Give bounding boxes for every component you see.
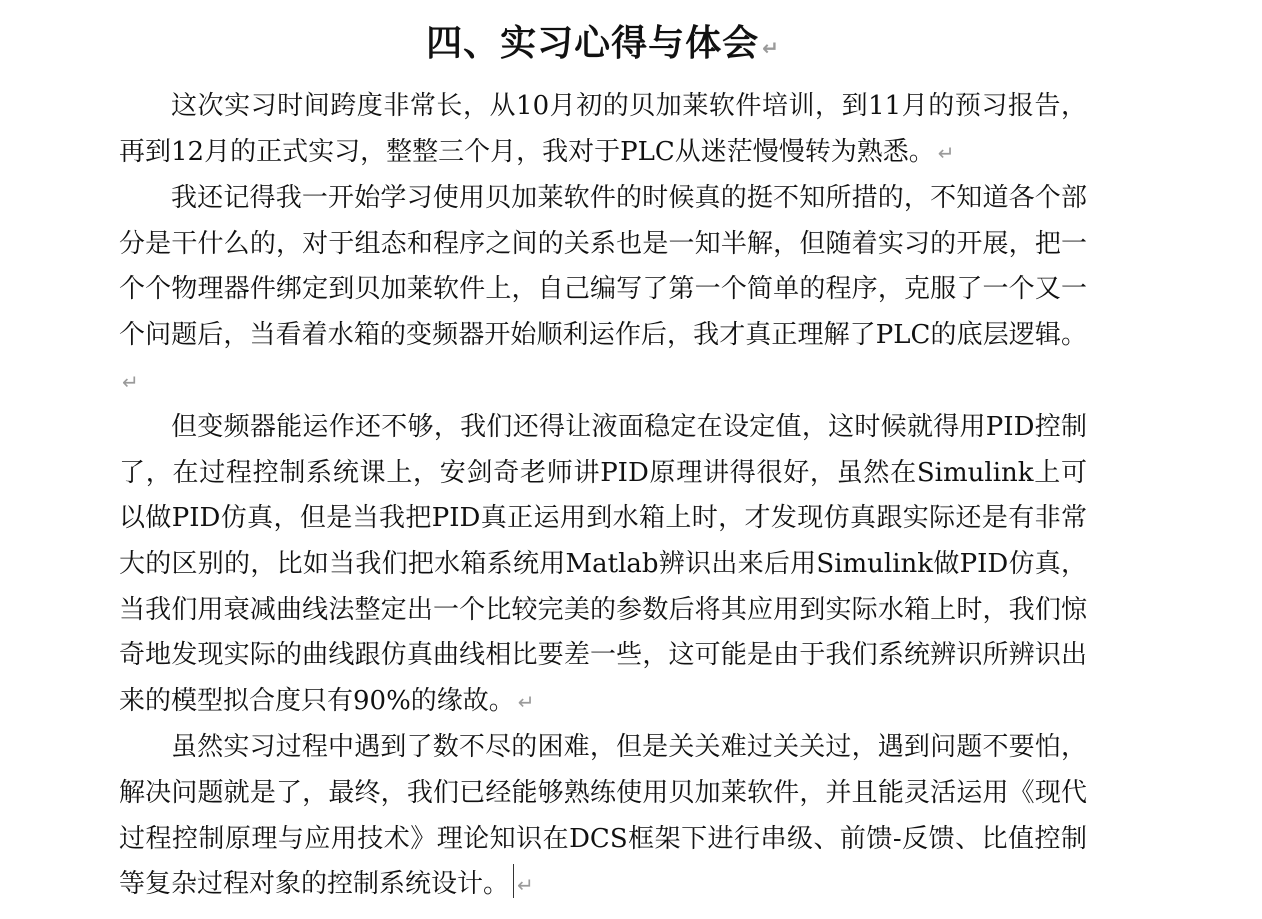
- section-title: [119, 0, 1087, 74]
- paragraph-3: [119, 405, 1087, 725]
- paragraph-1-text: 这次实习时间跨度非常长，从10月初的贝加莱软件培训，到11月的预习报告，再到12月的正式实习，整整三个月，我对于PLC从迷茫慢慢转为熟悉。: [119, 91, 1087, 167]
- paragraph-3-text: 但变频器能运作还不够，我们还得让液面稳定在设定值，这时候就得用PID控制了，在过程控制系统课上，安剑奇老师讲PID原理讲得很好，虽然在Simulink上可以做PID仿真，但是当我把PID真正运用到水箱上时，才发现仿真跟实际还是有非常大的区别的，比如当我们把水箱系统用Matlab辨识出来后用Simulink做PID仿真，当我们用衰减曲线法整定出一个比较完美的参数后将其应用到实际水箱上时，我们惊奇地发现实际的曲线跟仿真曲线相比要差一些，这可能是由于我们系统辨识所辨识出来的模型拟合度只有90%的缘故。: [119, 412, 1087, 716]
- paragraph-mark-icon: ↵: [762, 36, 780, 60]
- paragraph-4: [119, 725, 1087, 908]
- text-cursor[interactable]: [513, 864, 514, 898]
- paragraph-1: [119, 84, 1087, 176]
- paragraph-4-text: 虽然实习过程中遇到了数不尽的困难，但是关关难过关关过，遇到问题不要怕，解决问题就是了，最终，我们已经能够熟练使用贝加莱软件，并且能灵活运用《现代过程控制原理与应用技术》理论知识在DCS框架下进行串级、前馈-反馈、比值控制等复杂过程对象的控制系统设计。: [119, 732, 1087, 900]
- paragraph-2: [119, 176, 1087, 405]
- section-title-text: 四、实习心得与体会: [426, 22, 760, 64]
- paragraph-2-text: 我还记得我一开始学习使用贝加莱软件的时候真的挺不知所措的，不知道各个部分是干什么的，对于组态和程序之间的关系也是一知半解，但随着实习的开展，把一个个物理器件绑定到贝加莱软件上，自己编写了第一个简单的程序，克服了一个又一个问题后，当看着水箱的变频器开始顺利运作后，我才真正理解了PLC的底层逻辑。: [119, 183, 1087, 350]
- paragraph-mark-icon: ↵: [937, 140, 955, 165]
- paragraph-mark-icon: ↵: [517, 873, 534, 898]
- document-page[interactable]: [119, 0, 1087, 919]
- paragraph-mark-icon: ↵: [517, 689, 535, 714]
- paragraph-mark-icon: ↵: [122, 369, 139, 394]
